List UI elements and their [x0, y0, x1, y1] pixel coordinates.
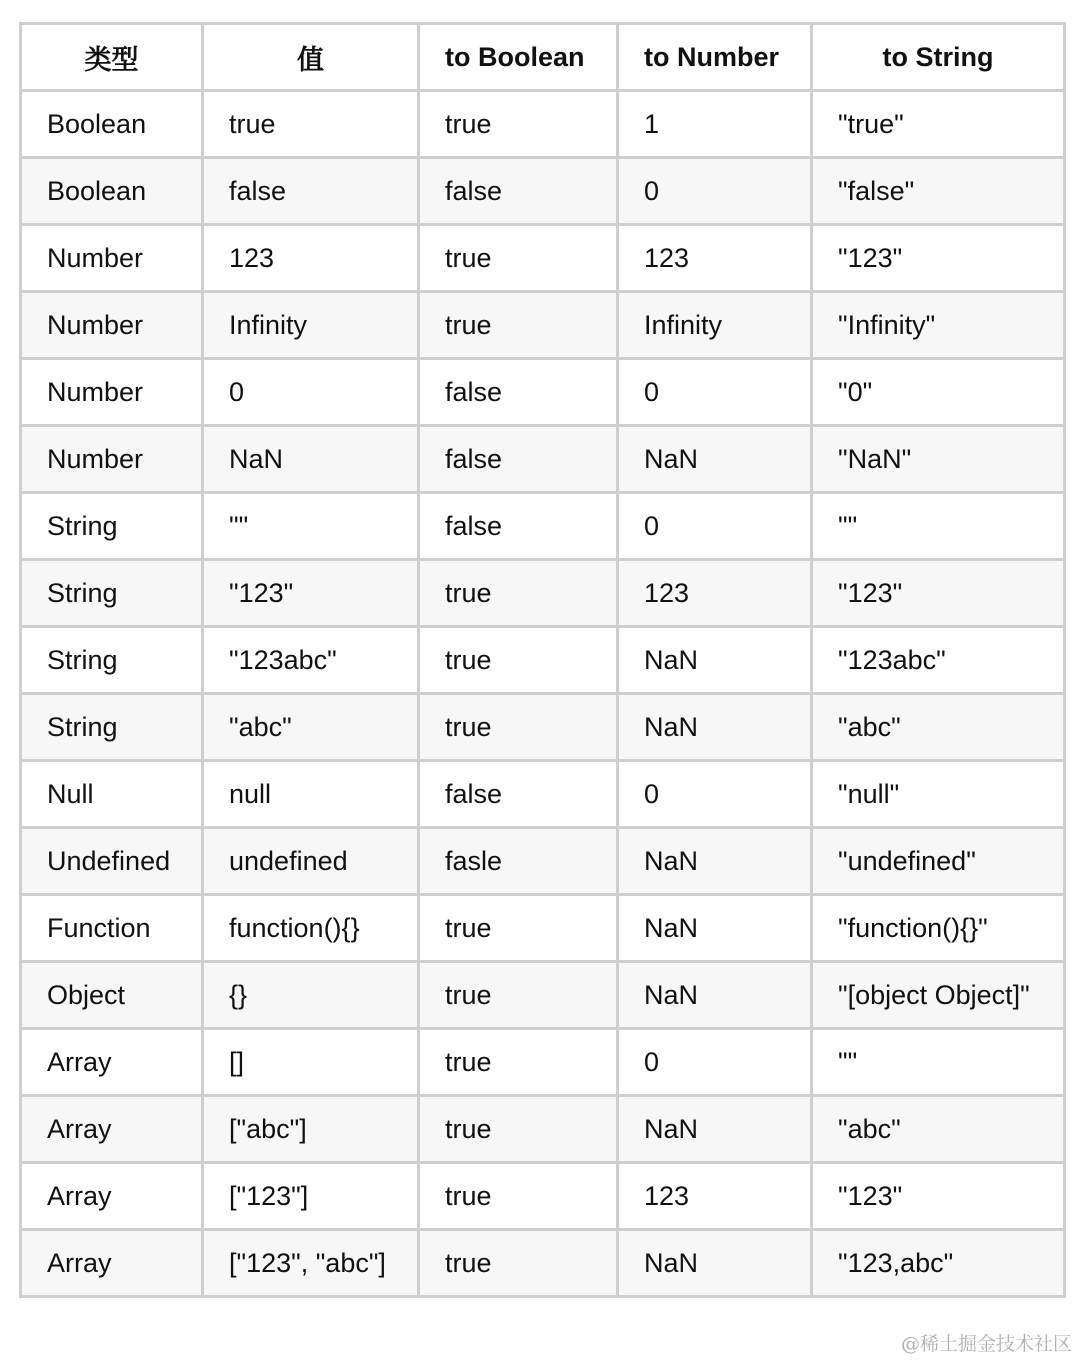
header-value: 值	[203, 24, 419, 91]
cell-to-string: "[object Object]"	[812, 962, 1065, 1029]
table-row	[21, 828, 1065, 895]
cell-to-number: 123	[618, 1163, 812, 1230]
cell-value: "123"	[203, 560, 419, 627]
cell-value: "abc"	[203, 694, 419, 761]
cell-to-number: 0	[618, 158, 812, 225]
cell-type: String	[21, 694, 203, 761]
cell-to-number: NaN	[618, 962, 812, 1029]
cell-to-boolean: true	[419, 292, 618, 359]
cell-to-string: "false"	[812, 158, 1065, 225]
table-row	[21, 962, 1065, 1029]
cell-value: ["abc"]	[203, 1096, 419, 1163]
cell-to-number: Infinity	[618, 292, 812, 359]
cell-to-string: "true"	[812, 91, 1065, 158]
type-conversion-table	[19, 22, 1066, 1298]
cell-to-boolean: false	[419, 426, 618, 493]
cell-to-string: "abc"	[812, 1096, 1065, 1163]
table-row	[21, 627, 1065, 694]
table-row	[21, 895, 1065, 962]
cell-value: 123	[203, 225, 419, 292]
cell-type: Array	[21, 1096, 203, 1163]
table-row	[21, 91, 1065, 158]
cell-to-string: "0"	[812, 359, 1065, 426]
header-type: 类型	[21, 24, 203, 91]
cell-value: ""	[203, 493, 419, 560]
cell-value: 0	[203, 359, 419, 426]
cell-type: Null	[21, 761, 203, 828]
cell-type: Function	[21, 895, 203, 962]
cell-to-boolean: true	[419, 1096, 618, 1163]
cell-value: false	[203, 158, 419, 225]
cell-to-number: NaN	[618, 627, 812, 694]
cell-to-boolean: true	[419, 91, 618, 158]
cell-value: function(){}	[203, 895, 419, 962]
cell-to-string: "undefined"	[812, 828, 1065, 895]
cell-to-boolean: true	[419, 962, 618, 1029]
cell-type: Boolean	[21, 91, 203, 158]
cell-to-boolean: true	[419, 895, 618, 962]
cell-type: Number	[21, 292, 203, 359]
cell-value: null	[203, 761, 419, 828]
cell-to-boolean: false	[419, 493, 618, 560]
table-row	[21, 1230, 1065, 1297]
cell-value: NaN	[203, 426, 419, 493]
cell-to-boolean: true	[419, 1029, 618, 1096]
cell-value: undefined	[203, 828, 419, 895]
table-row	[21, 359, 1065, 426]
cell-type: String	[21, 560, 203, 627]
cell-value: true	[203, 91, 419, 158]
table-row	[21, 493, 1065, 560]
cell-to-boolean: false	[419, 761, 618, 828]
cell-type: Array	[21, 1029, 203, 1096]
cell-to-string: "Infinity"	[812, 292, 1065, 359]
cell-type: Number	[21, 225, 203, 292]
cell-to-boolean: true	[419, 627, 618, 694]
table-row	[21, 694, 1065, 761]
cell-to-number: NaN	[618, 694, 812, 761]
cell-to-boolean: false	[419, 359, 618, 426]
cell-to-boolean: true	[419, 225, 618, 292]
cell-to-string: "123"	[812, 225, 1065, 292]
table-row	[21, 158, 1065, 225]
header-to-boolean: to Boolean	[419, 24, 618, 91]
table-row	[21, 292, 1065, 359]
cell-to-string: "123abc"	[812, 627, 1065, 694]
table-row	[21, 761, 1065, 828]
cell-value: {}	[203, 962, 419, 1029]
cell-value: Infinity	[203, 292, 419, 359]
header-to-string: to String	[812, 24, 1065, 91]
table-row	[21, 1096, 1065, 1163]
cell-to-string: ""	[812, 1029, 1065, 1096]
cell-to-string: "123,abc"	[812, 1230, 1065, 1297]
cell-type: Array	[21, 1163, 203, 1230]
cell-to-string: "null"	[812, 761, 1065, 828]
cell-to-string: "abc"	[812, 694, 1065, 761]
table-row	[21, 225, 1065, 292]
cell-to-number: 123	[618, 560, 812, 627]
cell-to-boolean: fasle	[419, 828, 618, 895]
cell-to-string: "function(){}"	[812, 895, 1065, 962]
cell-to-number: NaN	[618, 828, 812, 895]
cell-to-boolean: true	[419, 560, 618, 627]
cell-type: Number	[21, 359, 203, 426]
cell-type: Number	[21, 426, 203, 493]
cell-to-number: 0	[618, 1029, 812, 1096]
cell-to-string: ""	[812, 493, 1065, 560]
cell-to-boolean: true	[419, 1230, 618, 1297]
cell-to-string: "NaN"	[812, 426, 1065, 493]
cell-to-string: "123"	[812, 1163, 1065, 1230]
cell-to-number: 123	[618, 225, 812, 292]
cell-to-boolean: false	[419, 158, 618, 225]
cell-to-number: 0	[618, 761, 812, 828]
cell-type: String	[21, 493, 203, 560]
cell-to-number: NaN	[618, 895, 812, 962]
cell-value: []	[203, 1029, 419, 1096]
cell-type: Undefined	[21, 828, 203, 895]
watermark: @稀土掘金技术社区	[900, 1333, 1072, 1355]
table-row	[21, 560, 1065, 627]
table-row	[21, 1029, 1065, 1096]
cell-value: ["123"]	[203, 1163, 419, 1230]
header-row	[21, 24, 1065, 91]
cell-to-boolean: true	[419, 1163, 618, 1230]
table-row	[21, 426, 1065, 493]
cell-to-number: 0	[618, 359, 812, 426]
header-to-number: to Number	[618, 24, 812, 91]
cell-type: Boolean	[21, 158, 203, 225]
cell-value: ["123", "abc"]	[203, 1230, 419, 1297]
cell-type: Object	[21, 962, 203, 1029]
cell-to-number: 1	[618, 91, 812, 158]
cell-to-number: NaN	[618, 1096, 812, 1163]
cell-to-number: NaN	[618, 1230, 812, 1297]
cell-type: Array	[21, 1230, 203, 1297]
cell-to-boolean: true	[419, 694, 618, 761]
table-row	[21, 1163, 1065, 1230]
cell-to-string: "123"	[812, 560, 1065, 627]
cell-to-number: 0	[618, 493, 812, 560]
cell-value: "123abc"	[203, 627, 419, 694]
cell-to-number: NaN	[618, 426, 812, 493]
cell-type: String	[21, 627, 203, 694]
